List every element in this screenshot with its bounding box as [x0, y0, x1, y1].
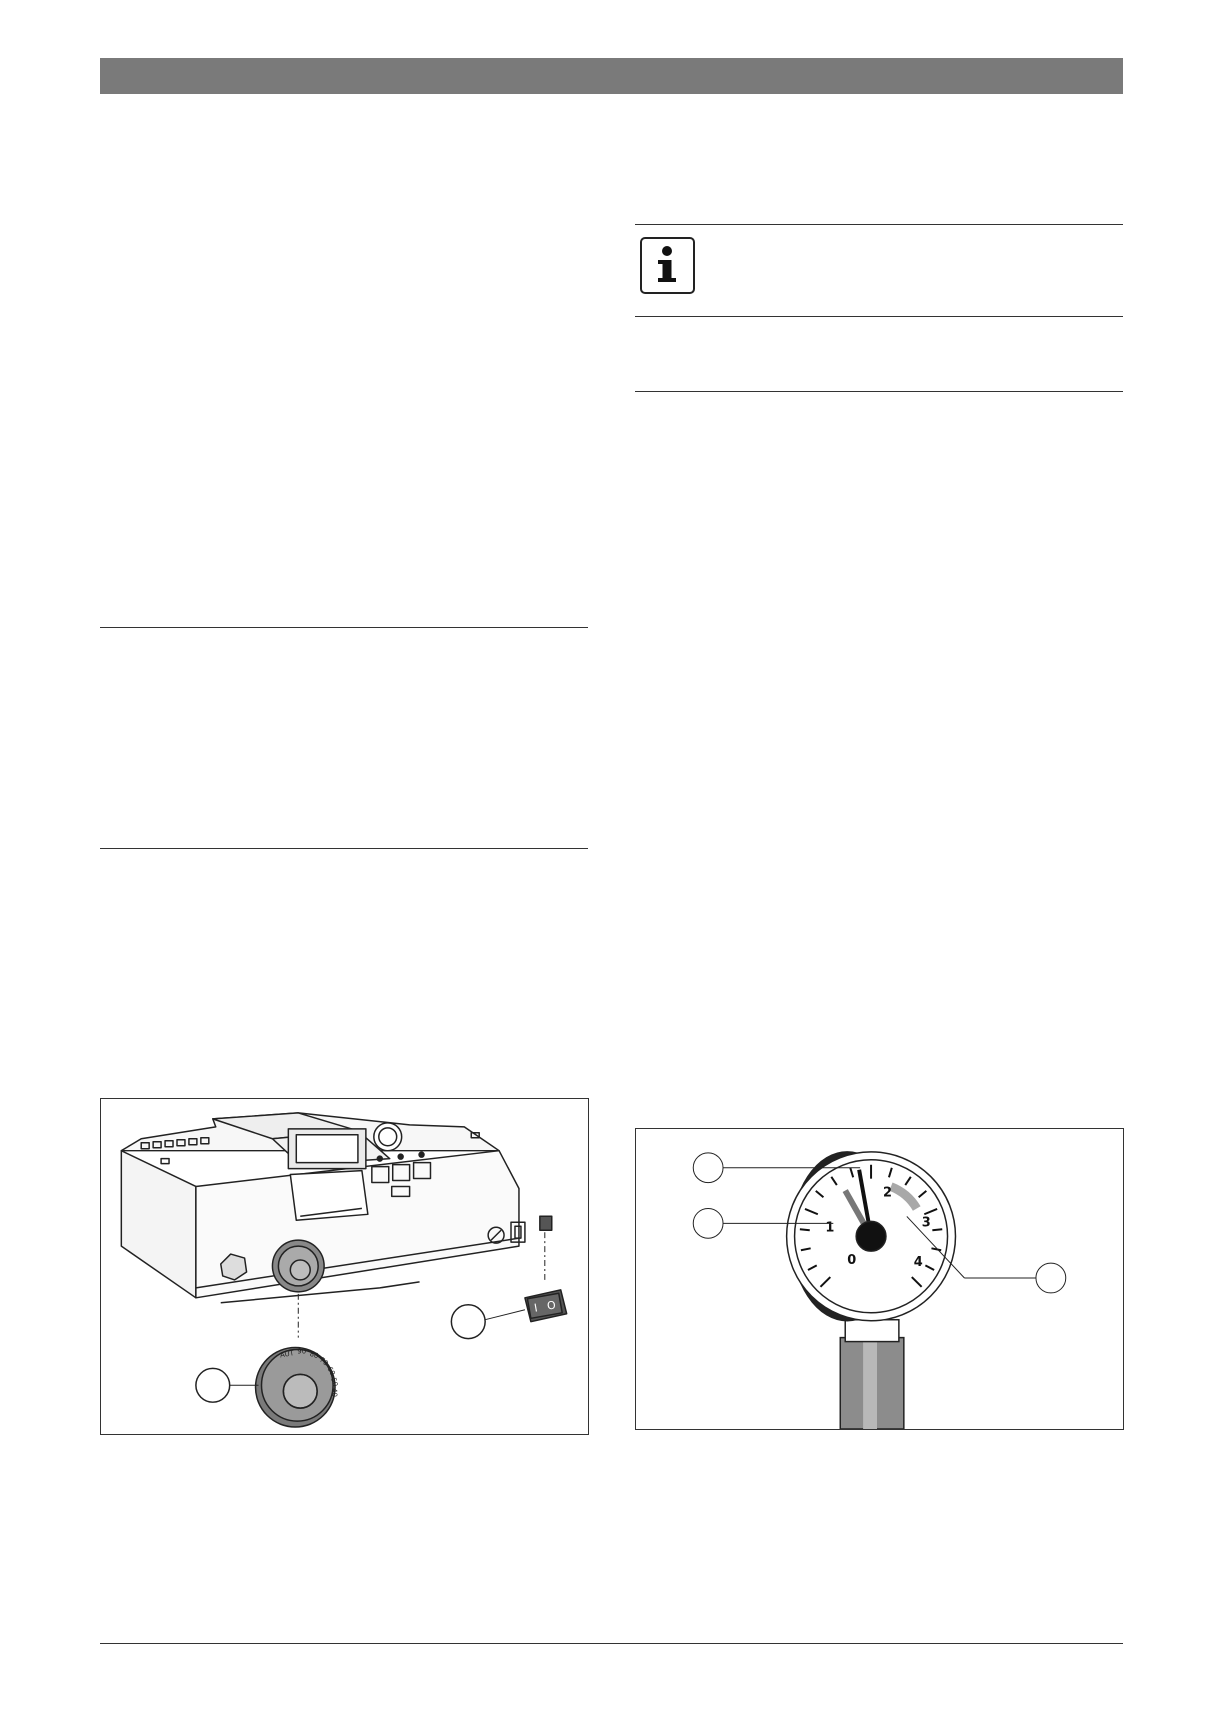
- switch-label-on: I: [533, 1301, 539, 1315]
- section-rule-left-2: [100, 848, 588, 849]
- gauge-label-4: 4: [913, 1255, 923, 1271]
- section-rule-left-1: [100, 627, 588, 628]
- gauge-label-3: 3: [921, 1215, 931, 1231]
- notice-top-rule: [635, 224, 1123, 225]
- header-bar: [100, 58, 1123, 94]
- gauge-tick: [800, 1229, 810, 1230]
- dial-label-40: 40: [330, 1388, 339, 1398]
- pressure-gauge-illustration: [636, 1129, 1123, 1429]
- dial-label-90: 90: [297, 1347, 307, 1356]
- section-rule-right: [635, 391, 1123, 392]
- footer-rule: [100, 1643, 1123, 1644]
- pressure-gauge-figure: [635, 1128, 1124, 1430]
- dial-label-70: 70: [317, 1355, 330, 1368]
- gauge-label-2: 2: [882, 1185, 892, 1201]
- info-icon: [640, 237, 695, 294]
- switch-label-off: O: [546, 1298, 557, 1313]
- dial-label-60: 60: [325, 1365, 337, 1378]
- dial-label-aut: AUT: [279, 1349, 295, 1360]
- controller-illustration: [101, 1099, 588, 1434]
- dial-label-50: 50: [329, 1376, 340, 1388]
- gauge-label-1: 1: [825, 1220, 835, 1236]
- dial-label-80: 80: [308, 1349, 320, 1361]
- controller-figure: [100, 1098, 589, 1435]
- gauge-tick: [932, 1229, 942, 1230]
- notice-bottom-rule: [635, 316, 1123, 317]
- gauge-label-0: 0: [847, 1253, 857, 1269]
